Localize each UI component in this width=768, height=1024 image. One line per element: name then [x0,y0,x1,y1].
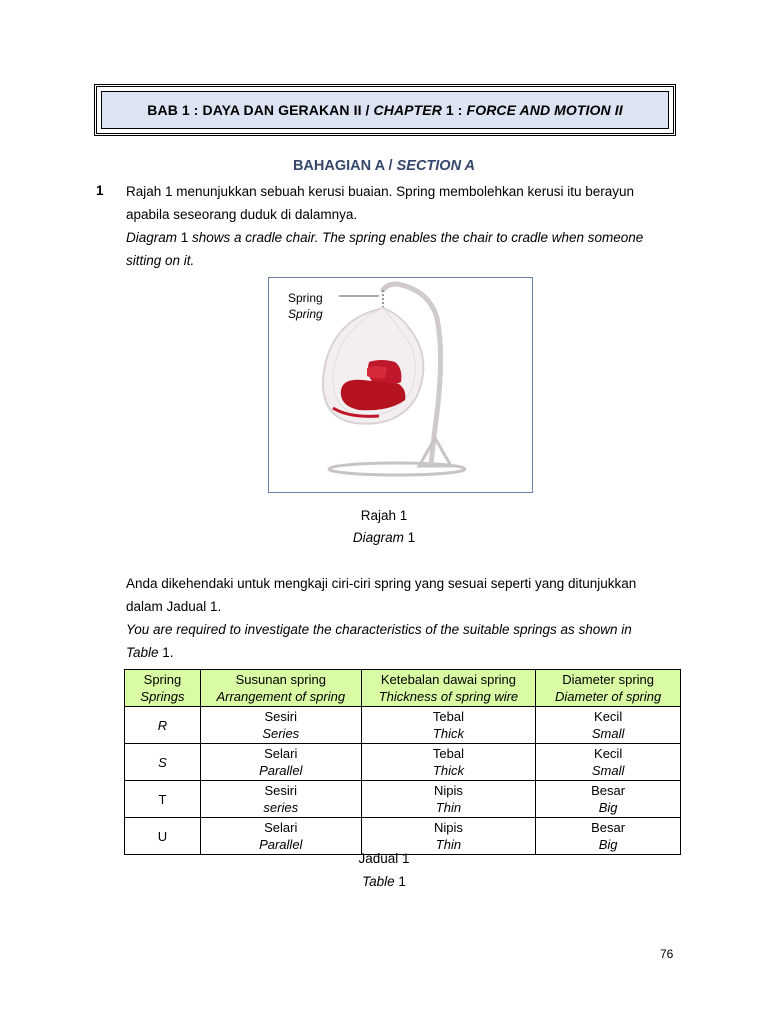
diameter-cell: Kecil Small [536,707,681,744]
instruction-malay-line1: Anda dikehendaki untuk mengkaji ciri-ciri spring yang sesuai seperti yang ditunjukkan [126,576,637,591]
arrangement-cell: Sesiri series [200,781,361,818]
section-title [0,158,768,174]
diagram-caption-number: 1 [403,530,416,545]
chapter-header-box [94,84,676,136]
spring-label [288,290,323,322]
question-malay-line1: Rajah 1 menunjukkan sebuah kerusi buaian. Spring membolehkan kerusi itu berayun [126,184,635,199]
section-title-english: SECTION A [396,158,476,174]
table-caption-number: 1 [394,874,406,889]
spring-label-cell: R [125,707,201,744]
thickness-cell: Nipis Thin [361,818,536,855]
instruction-malay-line2: dalam Jadual 1. [126,599,222,614]
header-arrangement: Susunan spring Arrangement of spring [200,670,361,707]
diagram-caption-word: Diagram [352,530,404,545]
chapter-word: CHAPTER [373,102,442,118]
table-row [125,781,681,818]
diameter-cell: Kecil Small [536,744,681,781]
table-word: Table [126,645,159,660]
spring-label-cell: T [125,781,201,818]
chapter-number: 1 : [441,102,467,118]
chapter-title: FORCE AND MOTION II [466,102,623,118]
arrangement-cell: Selari Parallel [200,818,361,855]
section-title-malay: BAHAGIAN A / [292,158,397,174]
chapter-prefix: BAB 1 : DAYA DAN GERAKAN II / [147,102,374,118]
diagram-caption-malay: Rajah 1 [360,508,408,523]
diagram-number: 1 [177,230,193,245]
question-english-rest: shows a cradle chair. The spring enables the chair to cradle when someone [192,230,644,245]
table-caption-english [0,874,768,889]
question-number: 1 [96,183,104,198]
table-row [125,707,681,744]
springs-table [124,669,681,855]
spring-label-cell: S [125,744,201,781]
diameter-cell: Besar Big [536,781,681,818]
thickness-cell: Tebal Thick [361,707,536,744]
table-number: 1. [158,645,174,660]
header-springs: Spring Springs [125,670,201,707]
table-caption-word: Table [362,874,395,889]
instruction-english-line1: You are required to investigate the characteristics of the suitable springs as shown in [126,622,632,637]
header-diameter: Diameter spring Diameter of spring [536,670,681,707]
thickness-cell: Tebal Thick [361,744,536,781]
table-caption-malay: Jadual 1 [358,851,410,866]
instruction-text [126,572,686,664]
arrangement-cell: Sesiri Series [200,707,361,744]
arrangement-cell: Selari Parallel [200,744,361,781]
question-malay-line2: apabila seseorang duduk di dalamnya. [126,207,358,222]
question-english-line1 [126,226,686,249]
table-header-row [125,670,681,707]
diagram-word: Diagram [126,230,178,245]
spring-label-cell: U [125,818,201,855]
question-english-line2: sitting on it. [126,253,195,268]
diameter-cell: Besar Big [536,818,681,855]
question-text [126,180,686,272]
spring-label-english: Spring [288,307,323,321]
table-row [125,744,681,781]
chapter-header [101,91,669,129]
thickness-cell: Nipis Thin [361,781,536,818]
diagram-caption-english [0,530,768,545]
page-number: 76 [660,947,674,961]
header-thickness: Ketebalan dawai spring Thickness of spring wire [361,670,536,707]
table-row [125,818,681,855]
instruction-english-line2 [126,641,686,664]
spring-label-malay: Spring [288,291,323,305]
